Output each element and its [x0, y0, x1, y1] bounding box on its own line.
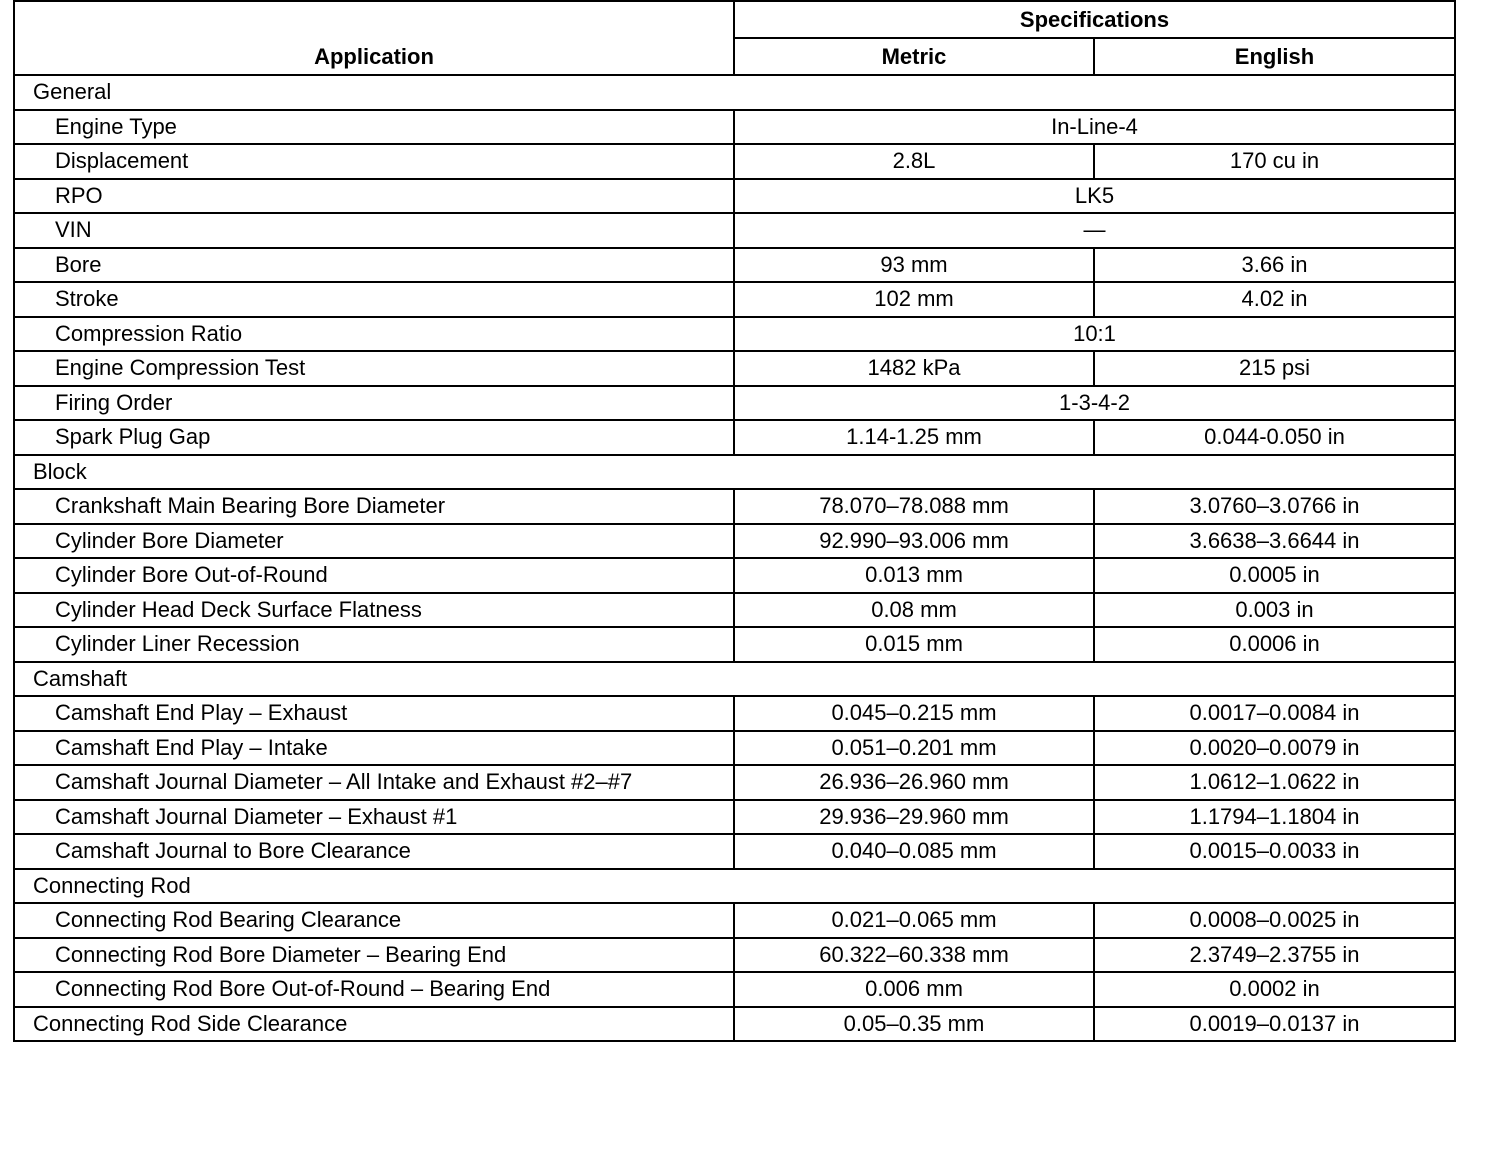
specification-cell: 10:1 — [734, 317, 1455, 352]
table-row — [14, 558, 1455, 593]
english-value-cell: 2.3749–2.3755 in — [1094, 938, 1455, 973]
english-value-cell: 4.02 in — [1094, 282, 1455, 317]
application-cell: Camshaft Journal to Bore Clearance — [14, 834, 734, 869]
application-cell: Camshaft End Play – Exhaust — [14, 696, 734, 731]
application-cell: Cylinder Head Deck Surface Flatness — [14, 593, 734, 628]
metric-value-cell: 2.8L — [734, 144, 1094, 179]
metric-value-cell: 92.990–93.006 mm — [734, 524, 1094, 559]
table-row — [14, 903, 1455, 938]
metric-value-cell: 0.021–0.065 mm — [734, 903, 1094, 938]
application-cell: Connecting Rod Side Clearance — [14, 1007, 734, 1042]
metric-value-cell: 29.936–29.960 mm — [734, 800, 1094, 835]
section-row — [14, 662, 1455, 697]
metric-value-cell: 0.045–0.215 mm — [734, 696, 1094, 731]
application-cell: Displacement — [14, 144, 734, 179]
specifications-column-header: Specifications — [734, 1, 1455, 38]
english-value-cell: 0.003 in — [1094, 593, 1455, 628]
application-cell: Connecting Rod Bore Out-of-Round – Bearing End — [14, 972, 734, 1007]
section-label: Camshaft — [14, 662, 1455, 697]
application-cell: Bore — [14, 248, 734, 283]
specification-cell: 1-3-4-2 — [734, 386, 1455, 421]
application-cell: Crankshaft Main Bearing Bore Diameter — [14, 489, 734, 524]
table-row — [14, 1007, 1455, 1042]
engine-specifications-table — [13, 0, 1456, 1042]
section-label: Connecting Rod — [14, 869, 1455, 904]
metric-value-cell: 0.013 mm — [734, 558, 1094, 593]
english-value-cell: 0.0015–0.0033 in — [1094, 834, 1455, 869]
metric-value-cell: 1482 kPa — [734, 351, 1094, 386]
table-row — [14, 696, 1455, 731]
metric-value-cell: 102 mm — [734, 282, 1094, 317]
table-row — [14, 213, 1455, 248]
header-row-top — [14, 1, 1455, 38]
metric-column-header: Metric — [734, 38, 1094, 75]
application-cell: RPO — [14, 179, 734, 214]
table-row — [14, 731, 1455, 766]
english-value-cell: 0.0020–0.0079 in — [1094, 731, 1455, 766]
metric-value-cell: 0.05–0.35 mm — [734, 1007, 1094, 1042]
application-cell: Firing Order — [14, 386, 734, 421]
table-row — [14, 248, 1455, 283]
table-row — [14, 420, 1455, 455]
application-cell: Stroke — [14, 282, 734, 317]
table-row — [14, 800, 1455, 835]
table-row — [14, 938, 1455, 973]
specification-cell: — — [734, 213, 1455, 248]
table-row — [14, 834, 1455, 869]
english-value-cell: 3.6638–3.6644 in — [1094, 524, 1455, 559]
metric-value-cell: 78.070–78.088 mm — [734, 489, 1094, 524]
table-row — [14, 110, 1455, 145]
table-row — [14, 593, 1455, 628]
application-cell: Connecting Rod Bore Diameter – Bearing End — [14, 938, 734, 973]
specification-cell: In-Line-4 — [734, 110, 1455, 145]
english-column-header: English — [1094, 38, 1455, 75]
english-value-cell: 0.0017–0.0084 in — [1094, 696, 1455, 731]
table-row — [14, 317, 1455, 352]
table-row — [14, 179, 1455, 214]
section-row — [14, 455, 1455, 490]
application-cell: VIN — [14, 213, 734, 248]
english-value-cell: 0.0008–0.0025 in — [1094, 903, 1455, 938]
english-value-cell: 3.66 in — [1094, 248, 1455, 283]
table-row — [14, 524, 1455, 559]
application-cell: Cylinder Bore Out-of-Round — [14, 558, 734, 593]
english-value-cell: 1.1794–1.1804 in — [1094, 800, 1455, 835]
metric-value-cell: 0.006 mm — [734, 972, 1094, 1007]
application-cell: Compression Ratio — [14, 317, 734, 352]
application-cell: Camshaft Journal Diameter – Exhaust #1 — [14, 800, 734, 835]
metric-value-cell: 0.08 mm — [734, 593, 1094, 628]
english-value-cell: 3.0760–3.0766 in — [1094, 489, 1455, 524]
english-value-cell: 0.0019–0.0137 in — [1094, 1007, 1455, 1042]
english-value-cell: 170 cu in — [1094, 144, 1455, 179]
application-cell: Connecting Rod Bearing Clearance — [14, 903, 734, 938]
application-cell: Cylinder Bore Diameter — [14, 524, 734, 559]
table-row — [14, 627, 1455, 662]
table-row — [14, 489, 1455, 524]
application-cell: Camshaft End Play – Intake — [14, 731, 734, 766]
application-cell: Engine Compression Test — [14, 351, 734, 386]
table-row — [14, 386, 1455, 421]
specification-cell: LK5 — [734, 179, 1455, 214]
table-row — [14, 765, 1455, 800]
metric-value-cell: 26.936–26.960 mm — [734, 765, 1094, 800]
english-value-cell: 0.0006 in — [1094, 627, 1455, 662]
application-cell: Spark Plug Gap — [14, 420, 734, 455]
table-row — [14, 351, 1455, 386]
application-cell: Camshaft Journal Diameter – All Intake and Exhaust #2–#7 — [14, 765, 734, 800]
table-row — [14, 144, 1455, 179]
table-header — [14, 1, 1455, 75]
metric-value-cell: 0.040–0.085 mm — [734, 834, 1094, 869]
table-body — [14, 75, 1455, 1041]
section-row — [14, 75, 1455, 110]
application-cell: Engine Type — [14, 110, 734, 145]
application-cell: Cylinder Liner Recession — [14, 627, 734, 662]
english-value-cell: 0.0005 in — [1094, 558, 1455, 593]
metric-value-cell: 0.051–0.201 mm — [734, 731, 1094, 766]
section-label: Block — [14, 455, 1455, 490]
metric-value-cell: 60.322–60.338 mm — [734, 938, 1094, 973]
metric-value-cell: 93 mm — [734, 248, 1094, 283]
metric-value-cell: 0.015 mm — [734, 627, 1094, 662]
english-value-cell: 0.044-0.050 in — [1094, 420, 1455, 455]
table-row — [14, 282, 1455, 317]
section-row — [14, 869, 1455, 904]
english-value-cell: 0.0002 in — [1094, 972, 1455, 1007]
metric-value-cell: 1.14-1.25 mm — [734, 420, 1094, 455]
table-row — [14, 972, 1455, 1007]
english-value-cell: 1.0612–1.0622 in — [1094, 765, 1455, 800]
application-column-header: Application — [14, 1, 734, 75]
section-label: General — [14, 75, 1455, 110]
english-value-cell: 215 psi — [1094, 351, 1455, 386]
